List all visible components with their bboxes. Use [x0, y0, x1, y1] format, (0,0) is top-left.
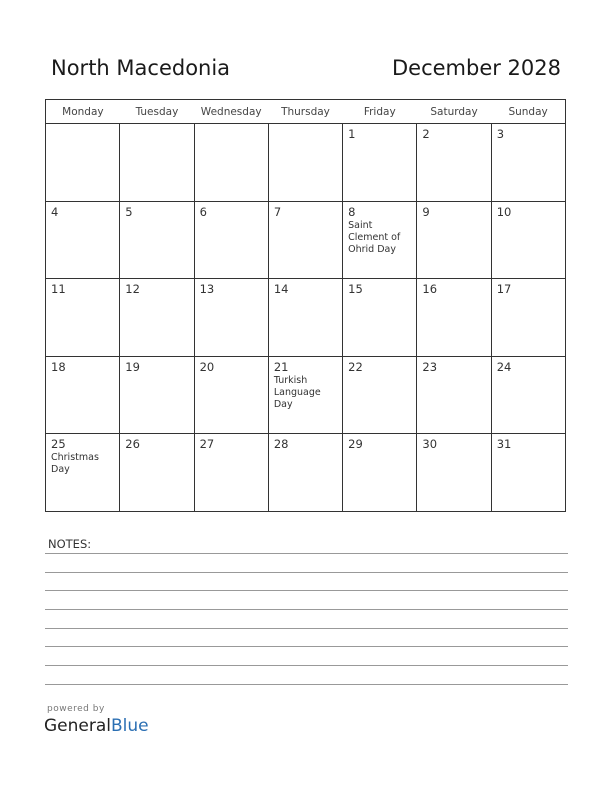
day-cell	[268, 434, 342, 512]
note-line	[45, 628, 568, 629]
holiday-label: Saint Clement of Ohrid Day	[348, 219, 401, 255]
day-number: 23	[422, 359, 438, 374]
calendar-grid	[45, 99, 566, 512]
note-line	[45, 609, 568, 610]
weekday-header: Tuesday	[120, 100, 194, 124]
day-number: 6	[199, 204, 207, 219]
week-row	[46, 279, 566, 357]
day-cell	[491, 279, 565, 357]
week-row	[46, 356, 566, 434]
powered-by-text: powered by	[47, 704, 105, 714]
day-cell	[194, 356, 268, 434]
day-cell	[491, 201, 565, 279]
day-cell	[343, 124, 417, 202]
day-number: 19	[125, 359, 140, 374]
day-cell	[268, 124, 342, 202]
week-row	[46, 201, 566, 279]
note-line	[45, 572, 568, 573]
day-cell	[194, 124, 268, 202]
month-title: December 2028	[391, 56, 561, 80]
day-number: 29	[348, 437, 363, 451]
day-cell	[417, 279, 491, 357]
day-number: 17	[496, 282, 512, 296]
day-cell	[417, 356, 491, 434]
day-number: 13	[199, 282, 215, 296]
day-cell	[343, 356, 417, 434]
day-cell	[417, 201, 491, 279]
day-cell	[417, 124, 491, 202]
day-number: 9	[422, 204, 430, 219]
day-cell	[46, 124, 120, 202]
day-cell	[417, 434, 491, 512]
day-cell	[194, 279, 268, 357]
day-cell	[491, 356, 565, 434]
day-number: 7	[273, 204, 282, 219]
note-line	[45, 553, 568, 554]
holiday-label: Christmas Day	[51, 452, 99, 475]
day-number: 12	[125, 282, 140, 296]
day-number: 30	[422, 437, 438, 451]
day-cell	[491, 434, 565, 512]
weekday-header: Saturday	[417, 100, 491, 124]
day-number: 2	[422, 127, 430, 141]
day-number: 21	[273, 359, 289, 374]
weekday-header: Sunday	[491, 100, 565, 124]
day-cell	[120, 124, 194, 202]
weekday-header: Monday	[46, 100, 120, 124]
notes-label: NOTES:	[48, 537, 92, 551]
day-number: 14	[273, 282, 289, 296]
day-number: 8	[348, 204, 356, 219]
brand-blue: Blue	[111, 716, 149, 736]
day-cell	[46, 356, 120, 434]
day-cell	[120, 201, 194, 279]
country-title: North Macedonia	[51, 56, 231, 80]
day-number: 18	[51, 359, 66, 374]
day-number: 28	[273, 437, 289, 451]
note-line	[45, 684, 568, 685]
note-line	[45, 590, 568, 591]
day-number: 3	[496, 127, 505, 141]
generalblue-logo	[44, 716, 149, 736]
day-cell	[268, 201, 342, 279]
day-number: 1	[348, 127, 356, 141]
day-cell	[343, 279, 417, 357]
holiday-label: Turkish Language Day	[273, 374, 321, 410]
brand-general: General	[44, 716, 111, 736]
weekday-header: Thursday	[268, 100, 342, 124]
day-number: 22	[348, 359, 363, 374]
day-number: 24	[496, 359, 512, 374]
day-cell	[120, 279, 194, 357]
day-cell	[46, 201, 120, 279]
day-cell	[194, 434, 268, 512]
day-cell	[343, 434, 417, 512]
day-number: 4	[51, 204, 59, 219]
day-number: 27	[199, 437, 215, 451]
day-number: 26	[125, 437, 140, 451]
note-line	[45, 646, 568, 647]
day-number: 15	[348, 282, 363, 296]
day-cell	[120, 434, 194, 512]
day-cell	[268, 279, 342, 357]
day-number: 31	[496, 437, 512, 451]
day-cell	[194, 201, 268, 279]
day-number: 11	[51, 282, 66, 296]
day-cell	[120, 356, 194, 434]
day-number: 10	[496, 204, 512, 219]
day-cell	[46, 279, 120, 357]
week-row	[46, 124, 566, 202]
day-number: 20	[199, 359, 215, 374]
day-cell	[46, 434, 120, 512]
day-cell	[491, 124, 565, 202]
day-number: 5	[125, 204, 133, 219]
day-number: 25	[51, 437, 66, 451]
week-row	[46, 434, 566, 512]
weekday-header: Friday	[343, 100, 417, 124]
note-line	[45, 665, 568, 666]
day-cell	[268, 356, 342, 434]
day-number: 16	[422, 282, 438, 296]
weekday-header-row	[46, 100, 566, 124]
day-cell	[343, 201, 417, 279]
weekday-header: Wednesday	[194, 100, 268, 124]
